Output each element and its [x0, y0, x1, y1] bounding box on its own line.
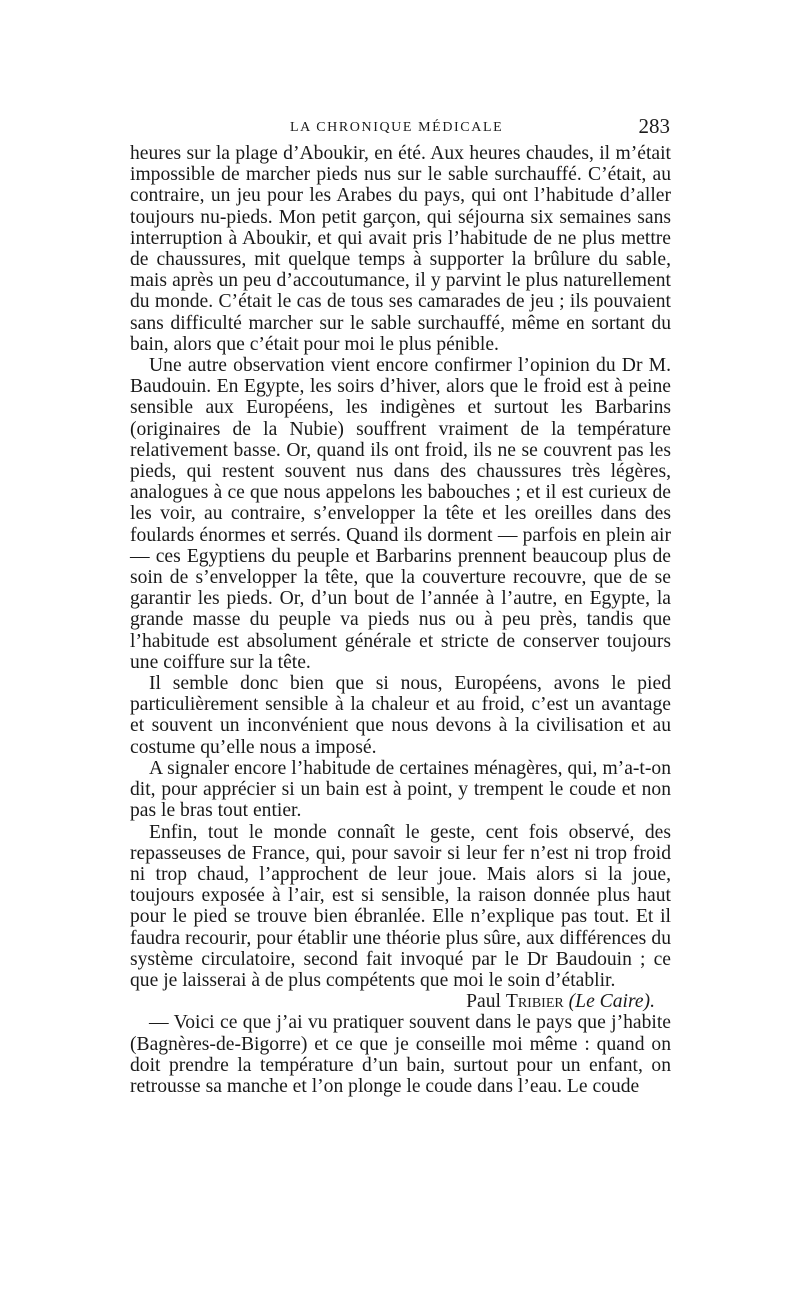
paragraph: A signaler encore l’habitude de certaines ménagères, qui, m’a-t-on dit, pour apprécier si un bain est à point, y trempent le coude et non pas le bras tout entier.	[130, 757, 671, 822]
page-number: 283	[638, 114, 670, 138]
paragraph-continuation: heures sur la plage d’Aboukir, en été. Aux heures chaudes, il m’était impossible de marcher pieds nus sur le sable surchauffé. C’était, au contraire, un jeu pour les Arabes du pays, qui ont l’habitude d’aller toujours nu-pieds. Mon petit garçon, qui séjourna six semaines sans interruption à Aboukir, et qui avait pris l’habitude de ne plus mettre de chaussures, mit quelque temps à supporter la brûlure du sable, mais après un peu d’accoutumance, il y parvint le plus naturellement du monde. C’était le cas de tous ses camarades de jeu ; ils pouvaient sans difficulté marcher sur le sable surchauffé, même en sortant du bain, alors que c’était pour moi le plus pénible.	[130, 143, 671, 355]
paragraph: Il semble donc bien que si nous, Européens, avons le pied particulièrement sensible à la chaleur et au froid, c’est un avantage et souvent un inconvénient que nous devons à la civilisation et au costume qu’elle nous a imposé.	[130, 673, 671, 758]
paragraph: Enfin, tout le monde connaît le geste, cent fois observé, des repasseuses de France, qui, pour savoir si leur fer n’est ni trop froid ni trop chaud, l’approchent de leur joue. Mais alors si la joue, toujours exposée à l’air, est si sensible, la raison donnée plus haut pour le pied se trouve bien ébranlée. Elle n’explique pas tout. Et il faudra recourir, pour établir une théorie plus sûre, aux différences du système circulatoire, second fait invoqué par le Dr Baudouin ; ce que je laisserai à de plus compétents que moi le soin d’établir.	[130, 821, 671, 991]
journal-title: LA CHRONIQUE MÉDICALE	[290, 120, 504, 135]
running-head	[130, 114, 670, 142]
author-signature	[130, 991, 671, 1012]
author-first-name: Paul	[466, 991, 501, 1013]
author-location: (Le Caire).	[568, 991, 655, 1013]
paragraph: Une autre observation vient encore confirmer l’opinion du Dr M. Baudouin. En Egypte, les soirs d’hiver, alors que le froid est à peine sensible aux Européens, les indigènes et surtout les Barbarins (originaires de la Nubie) souffrent vraiment de la température relativement basse. Or, quand ils ont froid, ils ne se couvrent pas les pieds, qui restent souvent nus dans des chaussures très légères, analogues à ce que nous appelons les babouches ; et il est curieux de les voir, au contraire, s’envelopper la tête et les oreilles dans des foulards énormes et serrés. Quand ils dorment — parfois en plein air — ces Egyptiens du peuple et Barbarins prennent beaucoup plus de soin de s’envelopper la tête, que la couverture recouvre, que de se garantir les pieds. Or, d’un bout de l’année à l’autre, en Egypte, la grande masse du peuple va pieds nus ou à peu près, tandis que l’habitude est absolument générale et stricte de conserver toujours une coiffure sur la tête.	[130, 355, 671, 673]
article-body	[130, 143, 671, 1097]
next-section-paragraph: — Voici ce que j’ai vu pratiquer souvent dans le pays que j’habite (Bagnères-de-Bigorre) et ce que je conseille moi même : quand on doit prendre la température d’un bain, surtout pour un enfant, on retrousse sa manche et l’on plonge le coude dans l’eau. Le coude	[130, 1012, 671, 1097]
author-surname: Tribier	[505, 991, 564, 1013]
